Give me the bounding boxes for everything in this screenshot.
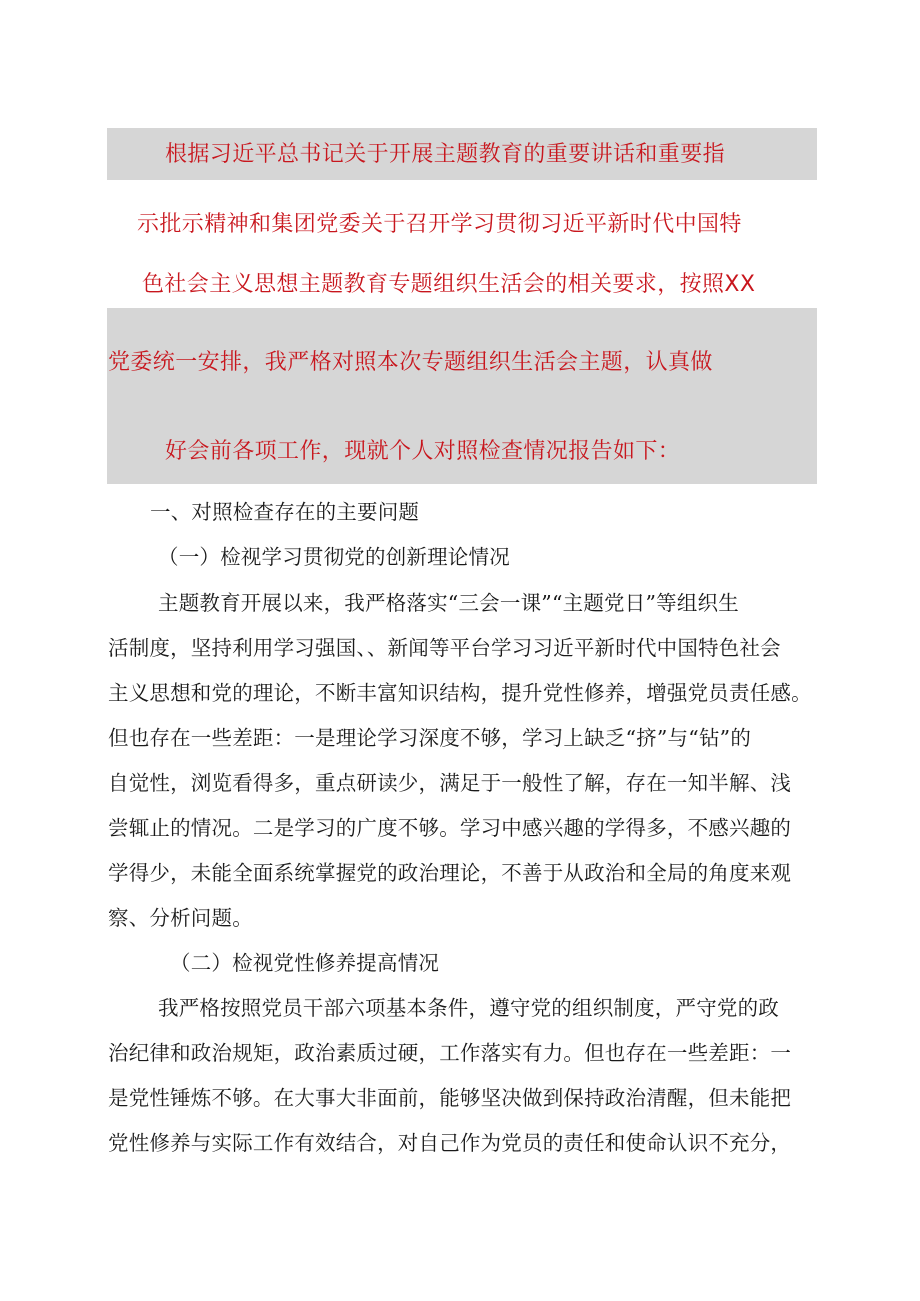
paragraph-line: 活制度，坚持利用学习强国、、新闻等平台学习习近平新时代中国特色社会 [108,636,781,660]
heading-line: 示批示精神和集团党委关于召开学习贯彻习近平新时代中国特 [137,212,742,237]
paragraph-line: 自觉性，浏览看得多，重点研读少，满足于一般性了解，存在一知半解、浅 [108,771,792,795]
paragraph-line: 尝辄止的情况。二是学习的广度不够。学习中感兴趣的学得多，不感兴趣的 [108,816,792,840]
heading-line: 好会前各项工作，现就个人对照检查情况报告如下： [165,439,681,464]
heading-line: 党委统一安排，我严格对照本次专题组织生活会主题，认真做 [108,350,713,375]
paragraph-line: 学得少，未能全面系统掌握党的政治理论，不善于从政治和全局的角度来观 [108,861,792,885]
heading-line: 根据习近平总书记关于开展主题教育的重要讲话和重要指 [165,142,726,167]
subsection-title: （二）检视党性修养提高情况 [170,951,440,975]
paragraph-line: 治纪律和政治规矩，政治素质过硬，工作落实有力。但也存在一些差距：一 [108,1041,792,1065]
paragraph-line: 察、分析问题。 [108,906,253,930]
paragraph-line: 但也存在一些差距：一是理论学习深度不够，学习上缺乏“挤”与“钻”的 [108,726,752,750]
paragraph-line: 主义思想和党的理论，不断丰富知识结构，提升党性修养，增强党员责任感。 [108,681,812,705]
paragraph-line: 主题教育开展以来，我严格落实“三会一课”“主题党日”等组织生 [158,591,739,615]
subsection-title: （一）检视学习贯彻党的创新理论情况 [158,545,510,569]
paragraph-line: 是党性锤炼不够。在大事大非面前，能够坚决做到保持政治清醒，但未能把 [108,1086,792,1110]
paragraph-line: 我严格按照党员干部六项基本条件，遵守党的组织制度，严守党的政 [158,996,779,1020]
heading-line: 色社会主义思想主题教育专题组织生活会的相关要求，按照XX [142,272,756,297]
paragraph-line: 党性修养与实际工作有效结合，对自己作为党员的责任和使命认识不充分， [108,1131,792,1155]
section-title: 一、对照检查存在的主要问题 [150,500,420,524]
